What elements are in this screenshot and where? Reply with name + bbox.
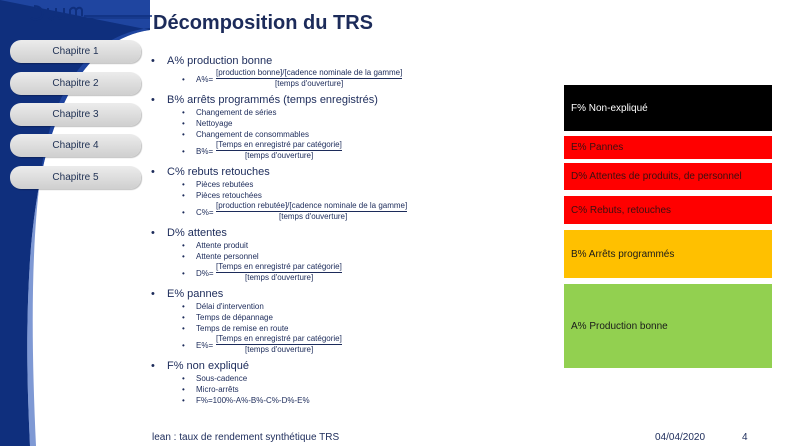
section-heading-c: • C% rebuts retouches [151, 166, 270, 178]
chapter-2-button[interactable]: Chapitre 2 [10, 72, 141, 95]
section-heading-a: • A% production bonne [151, 55, 273, 67]
page-number: 4 [742, 432, 748, 443]
section-heading-b: • B% arrêts programmés (temps enregistrés) [151, 94, 378, 106]
list-item: • Sous-cadence [182, 374, 248, 383]
list-item: • Nettoyage [182, 119, 233, 128]
list-item: • Changement de consommables [182, 130, 309, 139]
footer-date: 04/04/2020 [655, 432, 706, 443]
list-item: • Temps de remise en route [182, 324, 289, 333]
section-heading-d: • D% attentes [151, 227, 227, 239]
list-item: • Délai d'intervention [182, 302, 264, 311]
list-item: • Changement de séries [182, 108, 277, 117]
chapter-3-button[interactable]: Chapitre 3 [10, 103, 141, 126]
stack-block-c: C% Rebuts, retouches [564, 196, 772, 224]
content-list [151, 54, 551, 406]
formula-e: • E%= [Temps en enregistré par catégorie] [temps d'ouverture] [182, 334, 342, 354]
page-title: Décomposition du TRS [153, 12, 373, 34]
formula-c: • C%= [production rebutée]/[cadence nominale de la gamme] [temps d'ouverture] [182, 201, 408, 221]
list-item: • Temps de dépannage [182, 313, 273, 322]
list-item: • Pièces retouchées [182, 191, 262, 200]
stack-block-f: F% Non-expliqué [564, 85, 772, 131]
formula-a: • A%= [production bonne]/[cadence nominale de la gamme] [temps d'ouverture] [182, 68, 403, 88]
list-item: • Attente personnel [182, 252, 259, 261]
chapter-4-button[interactable]: Chapitre 4 [10, 134, 141, 157]
list-item: • Pièces rebutées [182, 180, 254, 189]
left-decorative-band [0, 0, 170, 446]
list-item: • Micro-arrêts [182, 385, 239, 394]
formula-d: • D%= [Temps en enregistré par catégorie] [temps d'ouverture] [182, 262, 342, 282]
section-heading-f: • F% non expliqué [151, 360, 249, 372]
stack-block-b: B% Arrêts programmés [564, 230, 772, 278]
section-heading-e: • E% pannes [151, 288, 224, 300]
list-item: • F%=100%-A%-B%-C%-D%-E% [182, 396, 310, 405]
stack-block-a: A% Production bonne [564, 284, 772, 368]
formula-b: • B%= [Temps en enregistré par catégorie] [temps d'ouverture] [182, 140, 342, 160]
signature-logo [14, 2, 154, 24]
chapter-1-button[interactable]: Chapitre 1 [10, 40, 141, 63]
stack-block-d: D% Attentes de produits, de personnel [564, 163, 772, 190]
stack-block-e: E% Pannes [564, 136, 772, 159]
chapter-5-button[interactable]: Chapitre 5 [10, 166, 141, 189]
list-item: • Attente produit [182, 241, 249, 250]
footer-caption: lean : taux de rendement synthétique TRS [152, 432, 340, 443]
